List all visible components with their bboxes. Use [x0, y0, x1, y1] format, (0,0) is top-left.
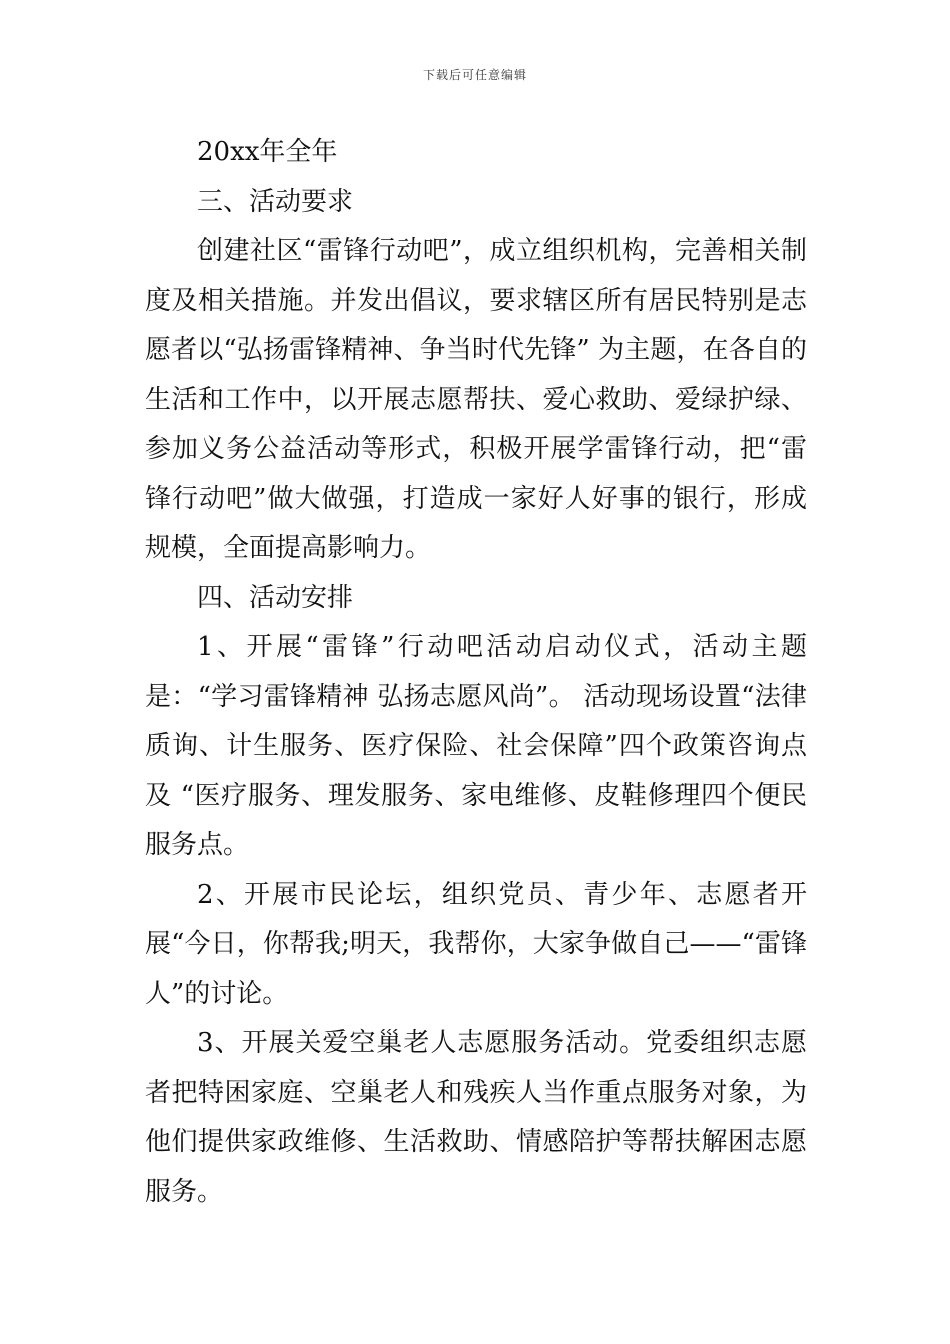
paragraph-year: 20xx年全年	[197, 137, 338, 167]
heading-activity-requirements: 三、活动要求	[197, 186, 354, 217]
paragraph-requirements: 创建社区“雷锋行动吧”，成立组织机构，完善相关制度及相关措施。并发出倡议，要求辖区所有居民特别是志愿者以“弘扬雷锋精神、争当时代先锋” 为主题，在各自的生活和工作中，以开展志愿帮扶、爱心救助、爱绿护绿、参加义务公益活动等形式，积极开展学雷锋行动，把“雷锋行动吧”做大做强，打造成一家好人好事的银行，形成规模，全面提高影响力。	[145, 236, 807, 563]
paragraph-item-3: 3、开展关爱空巢老人志愿服务活动。党委组织志愿者把特困家庭、空巢老人和残疾人当作重点服务对象，为他们提供家政维修、生活救助、情感陪护等帮扶解困志愿服务。	[145, 1028, 807, 1207]
page-header: 下载后可任意编辑	[422, 68, 527, 82]
document-body	[145, 128, 807, 1217]
paragraph-item-2: 2、开展市民论坛，组织党员、青少年、志愿者开展“今日，你帮我;明天，我帮你，大家争做自己——“雷锋人”的讨论。	[145, 879, 807, 1009]
paragraph-item-1: 1、开展“雷锋”行动吧活动启动仪式，活动主题是：“学习雷锋精神 弘扬志愿风尚”。 活动现场设置“法律质询、计生服务、医疗保险、社会保障”四个政策咨询点及 “医疗服务、理发服务、家电维修、皮鞋修理四个便民服务点。	[145, 632, 807, 860]
heading-activity-arrangement: 四、活动安排	[197, 582, 354, 613]
